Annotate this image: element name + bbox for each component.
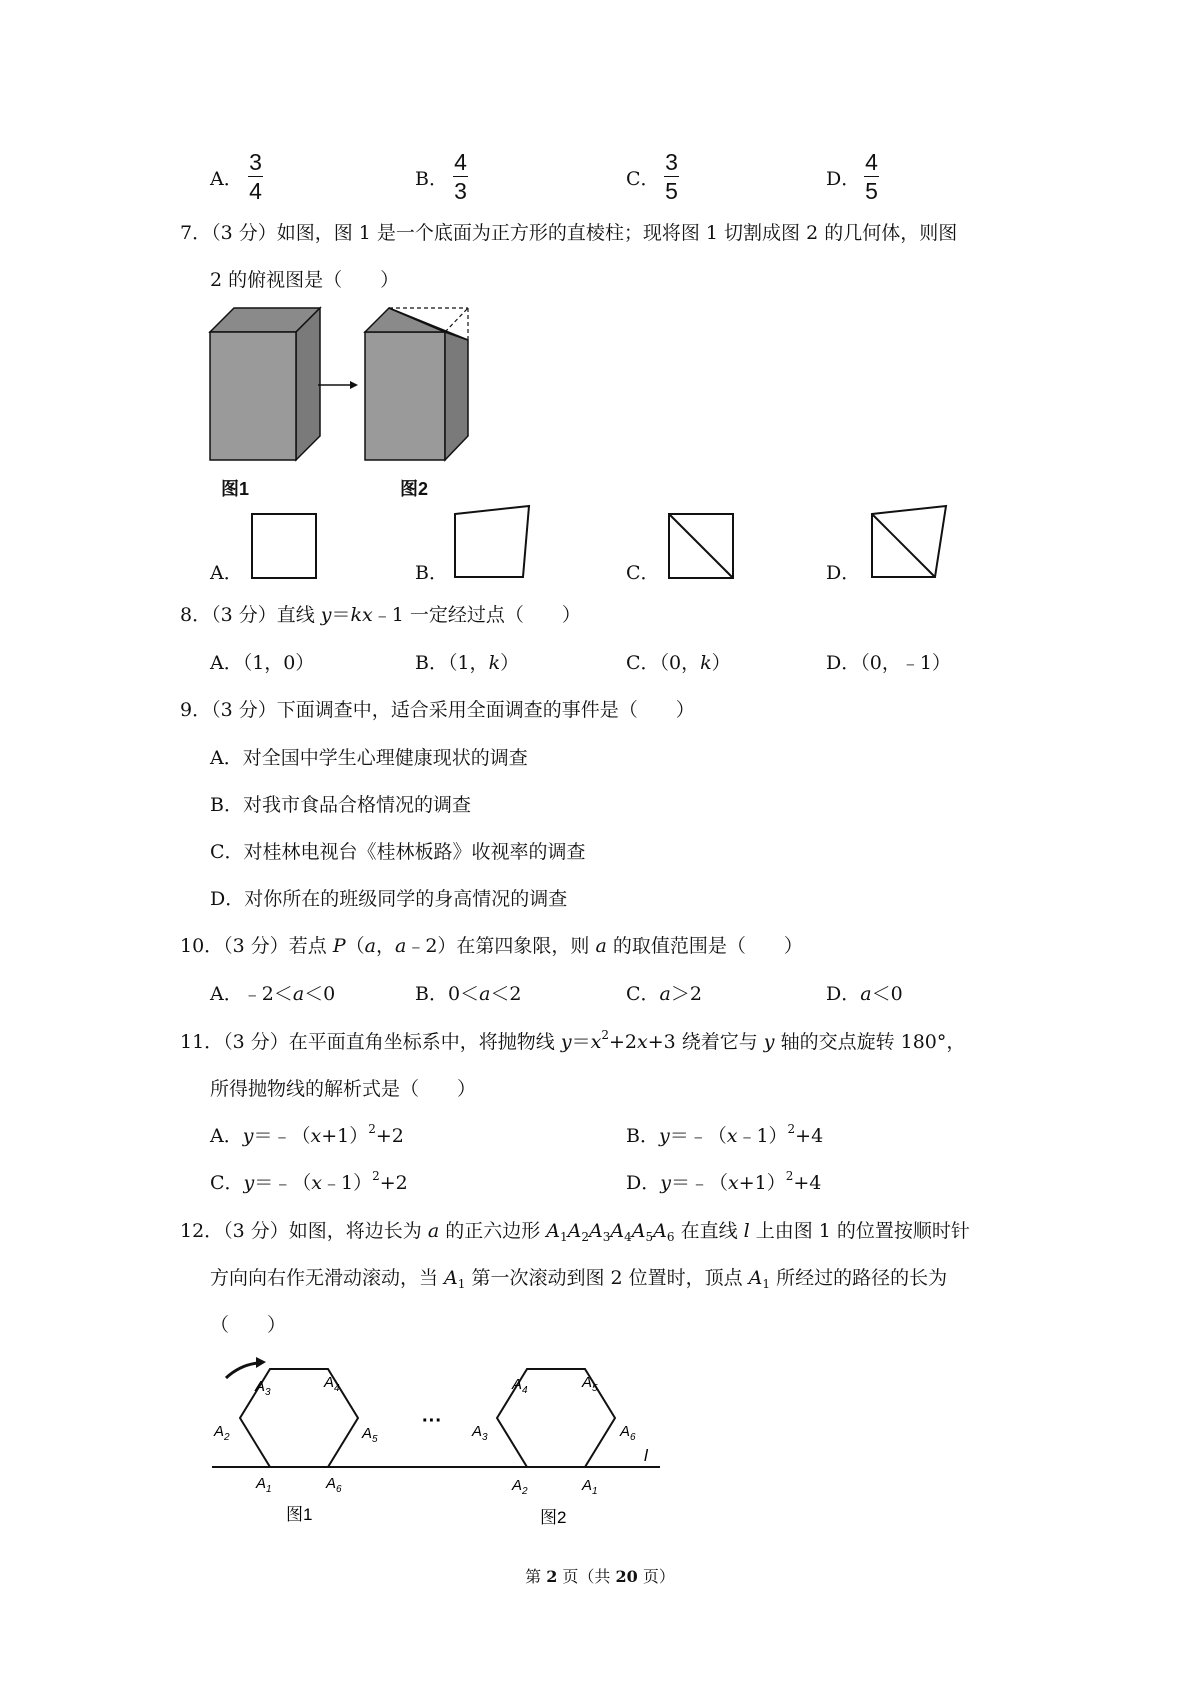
svg-text:A4: $A_4$ bbox=[512, 1376, 528, 1396]
q6-option-d-label: D． bbox=[826, 168, 861, 190]
q8-stem bbox=[180, 603, 581, 627]
total-page-count: 20 bbox=[615, 1567, 638, 1586]
denominator: 5 bbox=[665, 178, 678, 204]
q7-option-b-quadrilateral bbox=[452, 504, 532, 584]
q7-figure2-caption: 图2 bbox=[400, 479, 429, 499]
q10-option-c: C．a＞2 bbox=[626, 983, 702, 1005]
var-y: y bbox=[320, 604, 332, 626]
q12-stem-line1: 12．（3 分）如图，将边长为 a 的正六边形 $A_1A_2A_3A_4A_5A_6$ 在直线 l 上由图 1 的位置按顺时针 bbox=[180, 1220, 970, 1244]
svg-text:A6: $A_6$ bbox=[326, 1475, 342, 1495]
q9-option-a: A．对全国中学生心理健康现状的调查 bbox=[210, 747, 528, 769]
prism-figure-2 bbox=[365, 308, 468, 460]
q6-option-d-fraction bbox=[864, 150, 879, 203]
svg-text:A5: $A_5$ bbox=[582, 1374, 598, 1394]
q8-option-b: B．（1，k） bbox=[415, 652, 520, 674]
ellipsis: ··· bbox=[422, 1410, 442, 1432]
q10-option-d: D．a＜0 bbox=[826, 983, 903, 1005]
numerator: 4 bbox=[454, 149, 467, 175]
q10-option-b: B．0＜a＜2 bbox=[415, 983, 522, 1005]
svg-text:A2: $A_2$ bbox=[512, 1477, 528, 1497]
q12-stem-line3: （ ） bbox=[210, 1314, 287, 1336]
numerator: 3 bbox=[665, 149, 678, 175]
q10-option-a: A．﹣2＜a＜0 bbox=[210, 983, 336, 1005]
q8-option-c: C．（0，k） bbox=[626, 652, 731, 674]
q9-option-b: B．对我市食品合格情况的调查 bbox=[210, 794, 471, 816]
q6-option-b-fraction bbox=[453, 150, 468, 203]
q7-option-b-label: B． bbox=[415, 562, 448, 584]
q8-option-d: D．（0，﹣1） bbox=[826, 652, 951, 674]
denominator: 5 bbox=[865, 178, 878, 204]
svg-text:A1: $A_1$ bbox=[582, 1477, 598, 1497]
svg-text:A1: $A_1$ bbox=[256, 1475, 272, 1495]
q12-hexagon-figure bbox=[200, 1345, 670, 1545]
rotation-arrow-icon bbox=[226, 1363, 258, 1378]
q6-option-a-label: A． bbox=[210, 168, 243, 190]
line-l-label: l bbox=[644, 1446, 648, 1465]
svg-text:A3: $A_3$ bbox=[472, 1423, 488, 1443]
q9-stem: 9．（3 分）下面调查中，适合采用全面调查的事件是（ ） bbox=[180, 699, 695, 721]
q11-option-d: D．$y=﹣(x+1)^2+4$ bbox=[626, 1169, 822, 1194]
eq-sign: ＝ bbox=[331, 604, 351, 626]
q12-stem-line2: 方向向右作无滑动滚动，当 $A_1$ 第一次滚动到图 2 位置时，顶点 $A_1$ 所经过的路径的长为 bbox=[210, 1267, 948, 1291]
q6-option-c-label: C． bbox=[626, 168, 660, 190]
q6-option-a-fraction bbox=[248, 150, 263, 203]
q7-option-c-square-diagonal bbox=[667, 512, 737, 582]
denominator: 3 bbox=[454, 178, 467, 204]
hex-figure2-caption: 图2 bbox=[540, 1508, 567, 1527]
current-page-number: 2 bbox=[546, 1567, 558, 1586]
q7-stem-line1: 7．（3 分）如图，图 1 是一个底面为正方形的直棱柱；现将图 1 切割成图 2 的几何体，则图 bbox=[180, 222, 958, 244]
svg-text:A6: $A_6$ bbox=[620, 1423, 636, 1443]
q11-option-a: A．$y=﹣(x+1)^2+2$ bbox=[210, 1122, 404, 1147]
numerator: 4 bbox=[865, 149, 878, 175]
q7-option-c-label: C． bbox=[626, 562, 660, 584]
q8-option-a: A．（1，0） bbox=[210, 652, 315, 674]
q9-option-d: D．对你所在的班级同学的身高情况的调查 bbox=[210, 888, 568, 910]
q7-option-a-square bbox=[250, 512, 320, 582]
svg-text:A5: $A_5$ bbox=[362, 1425, 378, 1445]
q8-stem-rest: ﹣1 一定经过点（ ） bbox=[372, 604, 581, 626]
q7-option-d-label: D． bbox=[826, 562, 861, 584]
q7-stem-line2: 2 的俯视图是（ ） bbox=[210, 269, 400, 291]
q9-option-c: C．对桂林电视台《桂林板路》收视率的调查 bbox=[210, 841, 586, 863]
q11-stem-line2: 所得抛物线的解析式是（ ） bbox=[210, 1078, 477, 1100]
svg-text:A2: $A_2$ bbox=[214, 1423, 230, 1443]
q6-option-c-fraction bbox=[664, 150, 679, 203]
numerator: 3 bbox=[249, 149, 262, 175]
q11-stem-line1: 11．（3 分）在平面直角坐标系中，将抛物线 $y=x^2+2x+3$ 绕着它与 y 轴的交点旋转 180°， bbox=[180, 1028, 966, 1053]
q7-option-a-label: A． bbox=[210, 562, 243, 584]
q7-prism-figure bbox=[200, 300, 480, 500]
page-footer: 第 2 页（共 20 页） bbox=[525, 1567, 675, 1586]
q7-option-d-quadrilateral-diagonal bbox=[870, 504, 950, 584]
q11-option-c: C．y＝﹣（x﹣1）$^2$+2 bbox=[210, 1169, 408, 1194]
transform-arrow-icon bbox=[318, 381, 358, 389]
q7-figure1-caption: 图1 bbox=[221, 479, 250, 499]
svg-text:A3: $A_3$ bbox=[255, 1378, 271, 1398]
q6-option-b-label: B． bbox=[415, 168, 448, 190]
svg-text:A4: $A_4$ bbox=[324, 1374, 340, 1394]
q10-stem: 10．（3 分）若点 P（a，a﹣2）在第四象限，则 a 的取值范围是（ ） bbox=[180, 935, 803, 957]
q11-option-b: B．y＝﹣（x﹣1）$^2$+4 bbox=[626, 1122, 824, 1147]
prism-figure-1 bbox=[210, 308, 320, 460]
hex-figure1-caption: 图1 bbox=[286, 1505, 313, 1524]
var-kx: kx bbox=[350, 604, 373, 626]
q8-number: 8．（3 分）直线 bbox=[180, 604, 321, 626]
hexagon-name: $A_1A_2A_3A_4A_5A_6$ bbox=[546, 1220, 675, 1244]
denominator: 4 bbox=[249, 178, 262, 204]
